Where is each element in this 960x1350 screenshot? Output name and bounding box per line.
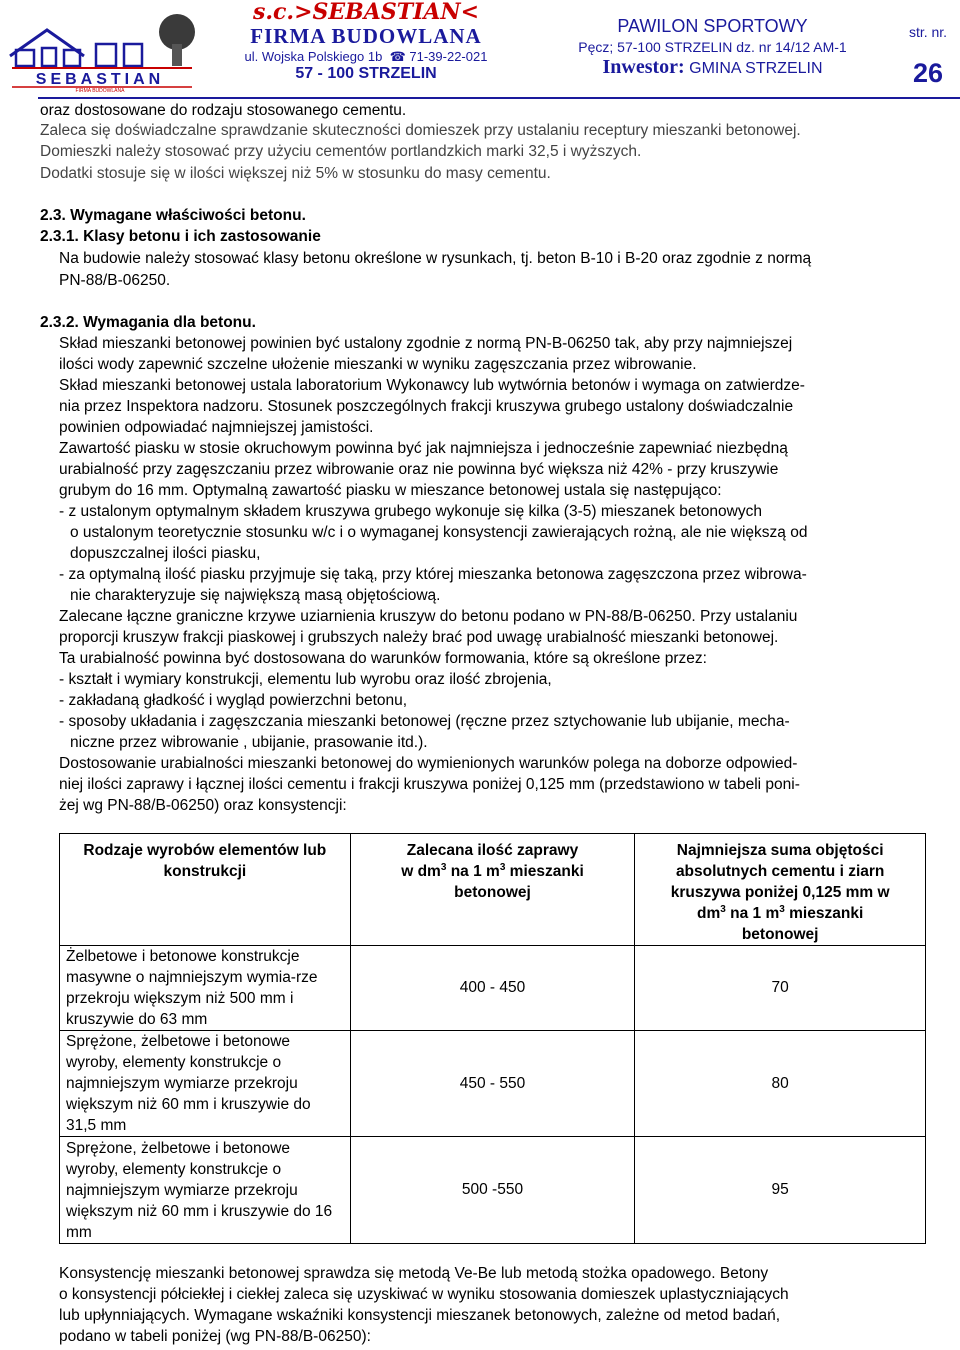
company-address xyxy=(205,48,527,65)
col2-header-line3: betonowej xyxy=(454,884,531,901)
company-block xyxy=(205,0,527,83)
company-brand: s.c.>SEBASTIAN< xyxy=(252,0,479,25)
paragraph-line: nie charakteryzuje się największą masą objętościową. xyxy=(70,587,441,604)
text-line: PN-88/B-06250. xyxy=(59,272,171,289)
subsection-heading: 2.3.1. Klasy betonu i ich zastosowanie xyxy=(40,228,321,245)
paragraph-line: - sposoby układania i zagęszczania mieszanki betonowej (ręczne przez sztychowanie lub ubijanie, mecha- xyxy=(59,713,790,730)
company-city: 57 - 100 STRZELIN xyxy=(295,65,437,82)
col1-header: Rodzaje wyrobów elementów lub konstrukcji xyxy=(83,842,327,880)
table-header-cell xyxy=(350,834,635,946)
col3-header-mix: mieszanki xyxy=(784,905,864,922)
col3-header xyxy=(641,834,919,945)
paragraph-line: - zakładaną gładkość i wygląd powierzchni betonu, xyxy=(59,692,408,709)
col2-header-mix: mieszanki xyxy=(505,863,584,880)
page-number-block xyxy=(896,0,960,89)
paragraph-line: proporcji kruszyw frakcji piaskowej i grubszych należy brać pod uwagę urabialność mieszanki betonowej. xyxy=(59,629,779,646)
paragraph-line: powinien odpowiadać najmniejszej jamistości. xyxy=(59,419,374,436)
paragraph-line: Ta urabialność powinna być dostosowana do warunków formowania, które są określone przez: xyxy=(59,650,707,667)
phone-number: 71-39-22-021 xyxy=(409,49,488,64)
paragraph-line: Skład mieszanki betonowej ustala laboratorium Wykonawcy lub wytwórnia betonów i wymaga on zatwierdze- xyxy=(59,377,805,394)
table-header-cell xyxy=(635,834,926,946)
table-row xyxy=(60,1137,926,1244)
col2-header xyxy=(357,834,629,903)
table-header-row xyxy=(60,834,926,946)
table-cell-min-sum: 80 xyxy=(635,1031,926,1137)
superscript: 3 xyxy=(779,903,785,915)
text-line: oraz dostosowane do rodzaju stosowanego cementu. xyxy=(40,102,407,119)
table-header-cell xyxy=(60,834,351,946)
superscript: 3 xyxy=(720,903,726,915)
col2-header-line1: Zalecana ilość zaprawy xyxy=(406,842,579,859)
paragraph-line: Skład mieszanki betonowej powinien być ustalony zgodnie z normą PN-B-06250 tak, aby przy najmniejszej xyxy=(59,335,793,352)
table-cell-min-sum: 70 xyxy=(635,946,926,1031)
paragraph-line: Dostosowanie urabialności mieszanki betonowej do wymienionych warunków polega na doborze odpowied- xyxy=(59,755,798,772)
text-line: Zaleca się doświadczalne sprawdzanie skuteczności domieszek przy ustalaniu receptury mieszanki betonowej. xyxy=(40,122,801,139)
subsection-heading: 2.3.2. Wymagania dla betonu. xyxy=(40,314,256,331)
paragraph-line: Zawartość piasku w stosie okruchowym powinna być jak najmniejsza i jednocześnie zapewniać niezbędną xyxy=(59,440,788,457)
paragraph-line: niej ilości zaprawy i łącznej ilości cementu i frakcji kruszywa poniżej 0,125 mm (przedstawiono w tabeli poni- xyxy=(59,776,800,793)
paragraph-line: o ustalonym teoretycznie stosunku w/c i o wymaganej konsystencji zawierających rożną, ale nie większą od xyxy=(70,524,808,541)
company-name: FIRMA BUDOWLANA xyxy=(250,24,482,48)
text-line: Domieszki należy stosować przy użyciu cementów portlandzkich marki 32,5 i wyższych. xyxy=(40,143,642,160)
table-cell-min-sum: 95 xyxy=(635,1137,926,1244)
paragraph-line: urabialność przy zagęszczaniu przez wibrowanie oraz nie powinna być większa niż 42% - przy kruszywie xyxy=(59,461,779,478)
text-line: Dodatki stosuje się w ilości większej niż 5% w stosunku do masy cementu. xyxy=(40,165,551,182)
section-heading: 2.3. Wymagane właściwości betonu. xyxy=(40,207,306,224)
project-title: PAWILON SPORTOWY xyxy=(617,16,808,36)
paragraph-line: - kształt i wymiary konstrukcji, elementu lub wyrobu oraz ilość zbrojenia, xyxy=(59,671,552,688)
company-logo xyxy=(2,4,198,92)
paragraph-line: - za optymalną ilość piasku przyjmuje się taką, przy której mieszanka betonowa zagęszczona przez wibrowa- xyxy=(59,566,807,583)
investor-line xyxy=(530,56,895,80)
paragraph-line: niczne przez wibrowanie , ubijanie, prasowanie itd.). xyxy=(70,734,428,751)
paragraph-line: podano w tabeli poniżej (wg PN-88/B-06250): xyxy=(59,1328,371,1345)
table-cell-mortar: 500 -550 xyxy=(350,1137,635,1244)
phone-icon: ☎ xyxy=(385,49,406,64)
paragraph-line: żej wg PN-88/B-06250) oraz konsystencji: xyxy=(59,797,347,814)
col3-header-unit: dm xyxy=(697,905,721,922)
paragraph-line: Zalecane łączne graniczne krzywe uziarnienia kruszyw do betonu podano w PN-88/B-06250. Przy ustalaniu xyxy=(59,608,798,625)
table-cell-mortar: 450 - 550 xyxy=(350,1031,635,1137)
address-street: ul. Wojska Polskiego 1b xyxy=(244,49,383,64)
text-line: Na budowie należy stosować klasy betonu określone w rysunkach, tj. beton B-10 i B-20 oraz zgodnie z normą xyxy=(59,250,812,267)
table-cell-mortar: 400 - 450 xyxy=(350,946,635,1031)
paragraph-line: Konsystencję mieszanki betonowej sprawdza się metodą Ve-Be lub metodą stożka opadowego. Betony xyxy=(59,1265,769,1282)
col2-header-unit: w dm xyxy=(401,863,441,880)
superscript: 3 xyxy=(499,861,506,873)
document-header xyxy=(0,0,960,98)
table-row xyxy=(60,946,926,1031)
paragraph-line: ilości wody zapewnić szczelne ułożenie mieszanki w wyniku zagęszczania przez wibrowanie. xyxy=(59,356,697,373)
paragraph-line: grubym do 16 mm. Optymalną zawartość piasku w mieszance betonowej ustala się następująco: xyxy=(59,482,722,499)
paragraph-line: - z ustalonym optymalnym składem kruszywa grubego wykonuje się kilka (3-5) mieszanek betonowych xyxy=(59,503,762,520)
page-label: str. nr. xyxy=(908,24,948,40)
table-cell-description: Sprężone, żelbetowe i betonowe wyroby, elementy konstrukcje o najmniejszym wymiarze przekroju większym niż 60 mm i kruszywie do 31,5 mm xyxy=(60,1031,351,1137)
header-divider xyxy=(38,97,960,99)
col3-header-line1: Najmniejsza suma objętości absolutnych cementu i ziarn kruszywa poniżej 0,125 mm w xyxy=(670,842,890,901)
svg-text:SEBASTIAN: SEBASTIAN xyxy=(35,71,165,88)
mortar-requirements-table xyxy=(59,833,926,1244)
svg-text:FIRMA BUDOWLANA: FIRMA BUDOWLANA xyxy=(75,88,125,92)
sebastian-logo-icon xyxy=(2,4,198,92)
paragraph-line: lub upłynniających. Wymagane wskaźniki konsystencji mieszanek betonowych, zależne od metod badań, xyxy=(59,1307,780,1324)
paragraph-line: nia przez Inspektora nadzoru. Stosunek poszczególnych frakcji kruszywa grubego ustalony doświadczalnie xyxy=(59,398,794,415)
col3-header-line3: betonowej xyxy=(741,926,819,943)
project-location: Pęcz; 57-100 STRZELIN dz. nr 14/12 AM-1 xyxy=(578,39,847,55)
table-row xyxy=(60,1031,926,1137)
table-cell-description: Sprężone, żelbetowe i betonowe wyroby, elementy konstrukcje o najmniejszym wymiarze przekroju większym niż 60 mm i kruszywie do 16 mm xyxy=(60,1137,351,1244)
table-cell-description: Żelbetowe i betonowe konstrukcje masywne o najmniejszym wymia-rze przekroju większym niż 500 mm i kruszywie do 63 mm xyxy=(60,946,351,1031)
col3-header-unit2: na 1 m xyxy=(725,905,780,922)
col2-header-unit2: na 1 m xyxy=(446,863,500,880)
investor-name: GMINA STRZELIN xyxy=(689,60,823,77)
paragraph-line: o konsystencji półciekłej i ciekłej zaleca się uzyskiwać w wyniku stosowania domieszek uplastyczniających xyxy=(59,1286,789,1303)
project-block xyxy=(530,0,895,80)
investor-label: Inwestor: xyxy=(602,56,685,78)
superscript: 3 xyxy=(440,861,447,873)
page-number: 26 xyxy=(912,58,944,88)
paragraph-line: dopuszczalnej ilości piasku, xyxy=(70,545,261,562)
